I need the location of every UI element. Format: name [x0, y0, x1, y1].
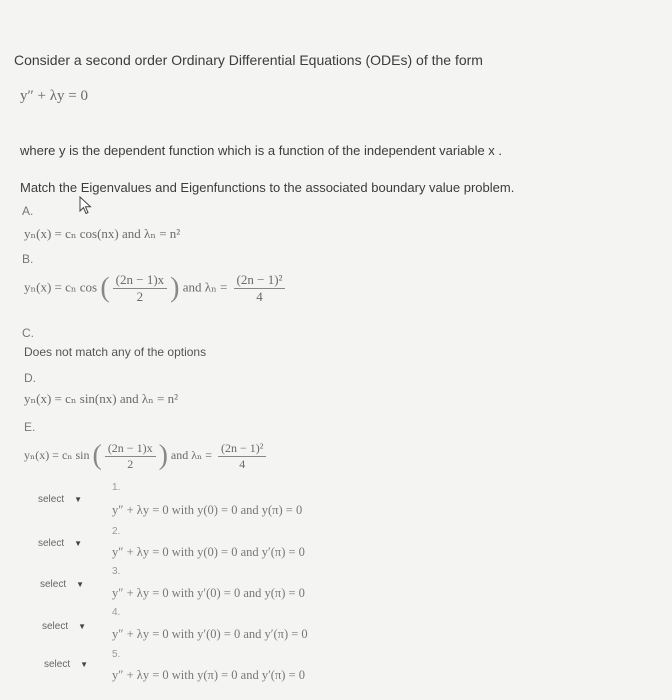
caret-down-icon: ▼ — [78, 621, 87, 631]
option-e-mid: and λₙ = — [170, 447, 213, 462]
select-dropdown-4[interactable] — [42, 619, 106, 633]
caret-down-icon: ▼ — [76, 579, 85, 589]
option-a-letter: A. — [22, 204, 34, 218]
fraction-denominator: 4 — [239, 456, 246, 471]
row-number-4: 4. — [112, 607, 121, 618]
option-d-text: yₙ(x) = cₙ sin(nx) and λₙ = n² — [24, 391, 179, 406]
option-e-letter: E. — [24, 420, 36, 434]
row-equation-5: y″ + λy = 0 with y(π) = 0 and y′(π) = 0 — [112, 668, 305, 682]
option-b-lambda-fraction — [234, 272, 286, 305]
match-instruction: Match the Eigenvalues and Eigenfunctions to the associated boundary value problem. — [20, 180, 515, 195]
question-prompt: Consider a second order Ordinary Differential Equations (ODEs) of the form — [14, 52, 483, 68]
option-a-text: yₙ(x) = cₙ cos(nx) and λₙ = n² — [24, 226, 181, 241]
fraction-denominator: 2 — [136, 289, 144, 304]
row-equation-4: y″ + λy = 0 with y′(0) = 0 and y′(π) = 0 — [112, 627, 308, 641]
select-dropdown-2[interactable] — [38, 536, 102, 550]
select-label: select — [38, 493, 65, 505]
ode-equation: y″ + λy = 0 — [20, 88, 88, 104]
option-e-lhs: yₙ(x) = cₙ sin — [24, 447, 90, 462]
option-e-arg-fraction — [105, 441, 156, 472]
option-b-mid: and λₙ = — [182, 279, 228, 295]
fraction-numerator: (2n − 1)² — [218, 441, 266, 457]
option-e-text — [24, 440, 269, 472]
row-number-1: 1. — [112, 482, 121, 493]
row-number-5: 5. — [112, 649, 121, 660]
caret-down-icon: ▼ — [74, 494, 83, 504]
option-c-text: Does not match any of the options — [24, 345, 207, 359]
option-b-arg-fraction — [113, 272, 168, 305]
right-paren: ) — [158, 440, 168, 471]
option-b-text — [24, 272, 288, 305]
option-e-lambda-fraction — [218, 441, 266, 472]
option-b-lhs: yₙ(x) = cₙ cos — [24, 279, 98, 295]
fraction-denominator: 2 — [127, 456, 134, 471]
fraction-denominator: 4 — [256, 289, 263, 304]
select-label: select — [40, 578, 67, 590]
right-paren: ) — [170, 272, 180, 304]
fraction-numerator: (2n − 1)² — [234, 272, 286, 289]
fraction-numerator: (2n − 1)x — [105, 441, 156, 457]
row-number-2: 2. — [112, 526, 121, 537]
select-dropdown-5[interactable] — [44, 657, 108, 671]
caret-down-icon: ▼ — [80, 659, 89, 669]
select-dropdown-3[interactable] — [40, 577, 104, 591]
select-label: select — [44, 658, 71, 670]
option-c-letter: C. — [22, 326, 34, 340]
row-number-3: 3. — [112, 566, 121, 577]
mouse-cursor-icon — [78, 196, 94, 216]
left-paren: ( — [100, 272, 110, 304]
row-equation-2: y″ + λy = 0 with y(0) = 0 and y′(π) = 0 — [112, 545, 305, 559]
caret-down-icon: ▼ — [74, 538, 83, 548]
select-label: select — [38, 537, 65, 549]
left-paren: ( — [92, 440, 102, 471]
option-b-letter: B. — [22, 252, 34, 266]
row-equation-3: y″ + λy = 0 with y′(0) = 0 and y(π) = 0 — [112, 586, 305, 600]
option-d-letter: D. — [24, 371, 36, 385]
select-label: select — [42, 620, 69, 632]
row-equation-1: y″ + λy = 0 with y(0) = 0 and y(π) = 0 — [112, 503, 303, 517]
select-dropdown-1[interactable] — [38, 492, 102, 506]
fraction-numerator: (2n − 1)x — [113, 272, 168, 289]
where-text: where y is the dependent function which is a function of the independent variable x . — [20, 143, 503, 158]
